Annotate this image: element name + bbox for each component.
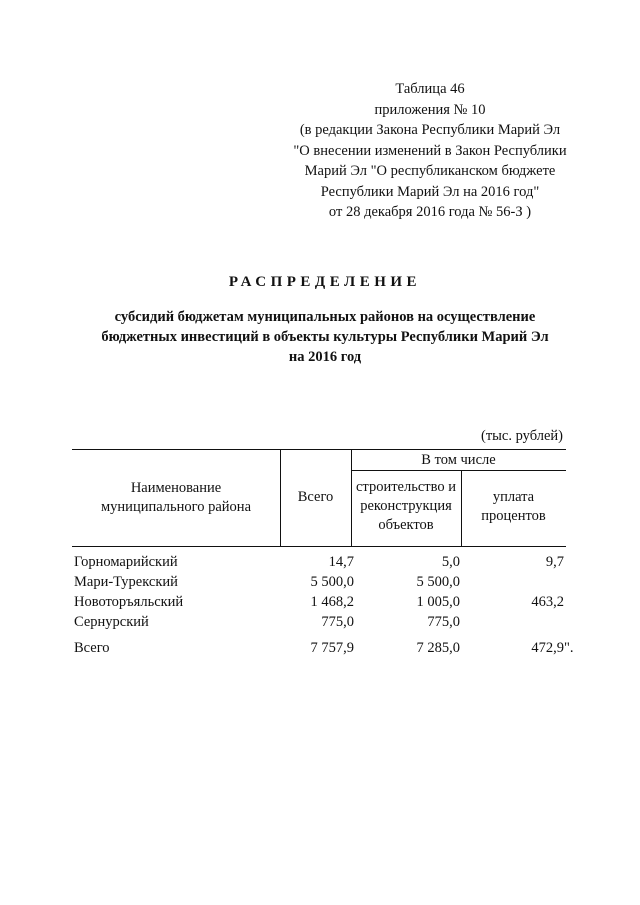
row-total: 775,0 bbox=[321, 614, 354, 630]
row-interest: 9,7 bbox=[545, 554, 564, 570]
row-total: 1 468,2 bbox=[310, 594, 354, 610]
header-line: "О внесении изменений в Закон Республики bbox=[293, 142, 567, 159]
units-label: (тыс. рублей) bbox=[481, 428, 563, 444]
header-build-cell bbox=[351, 478, 461, 535]
header-build-line: реконструкция bbox=[360, 498, 452, 514]
row-name: Новоторъяльский bbox=[74, 594, 184, 610]
header-name-line: муниципального района bbox=[101, 499, 251, 515]
row-build: 1 005,0 bbox=[416, 594, 460, 610]
total-total: 7 757,9 bbox=[310, 640, 354, 656]
header-line: Таблица 46 bbox=[395, 81, 465, 97]
header-build-line: объектов bbox=[378, 517, 434, 533]
table-row bbox=[72, 614, 566, 634]
row-interest: 463,2 bbox=[531, 594, 564, 610]
header-total-cell: Всего bbox=[297, 489, 334, 505]
document-subtitle bbox=[0, 307, 640, 367]
total-interest: 472,9 bbox=[531, 640, 564, 656]
row-name: Мари-Турекский bbox=[74, 574, 178, 590]
group-divider bbox=[351, 470, 566, 471]
row-total: 5 500,0 bbox=[310, 574, 354, 590]
row-name: Сернурский bbox=[74, 614, 149, 630]
header-line: от 28 декабря 2016 года № 56-З ) bbox=[328, 204, 532, 220]
row-build: 775,0 bbox=[427, 614, 460, 630]
total-build: 7 285,0 bbox=[416, 640, 460, 656]
header-name-line: Наименование bbox=[130, 480, 222, 496]
header-line: Марий Эл "О республиканском бюджете bbox=[304, 163, 556, 179]
header-interest-line: процентов bbox=[481, 508, 546, 524]
table-row bbox=[72, 594, 566, 614]
subtitle-line: на 2016 год bbox=[288, 349, 362, 365]
header-name-cell bbox=[72, 479, 280, 517]
table-header bbox=[72, 449, 566, 547]
row-build: 5 500,0 bbox=[416, 574, 460, 590]
header-line: Республики Марий Эл на 2016 год" bbox=[320, 183, 540, 200]
header-interest-cell bbox=[461, 488, 566, 526]
header-line: (в редакции Закона Республики Марий Эл bbox=[299, 122, 561, 138]
document-header bbox=[280, 79, 580, 223]
row-name: Горномарийский bbox=[74, 554, 178, 570]
row-total: 14,7 bbox=[328, 554, 354, 570]
total-name: Всего bbox=[74, 640, 110, 656]
header-interest-line: уплата bbox=[492, 489, 535, 505]
header-line: приложения № 10 bbox=[374, 101, 486, 118]
row-build: 5,0 bbox=[441, 554, 460, 570]
subtitle-line: субсидий бюджетам муниципальных районов на осуществление bbox=[114, 309, 536, 325]
table-total-row bbox=[72, 640, 566, 660]
subtitle-line: бюджетных инвестиций в объекты культуры Республики Марий Эл bbox=[101, 329, 549, 345]
header-group-cell: В том числе bbox=[421, 452, 496, 468]
table-row bbox=[72, 574, 566, 594]
table-row bbox=[72, 554, 566, 574]
header-build-line: строительство и bbox=[356, 479, 456, 495]
document-title: РАСПРЕДЕЛЕНИЕ bbox=[228, 274, 422, 290]
closing-quote: ". bbox=[564, 640, 574, 656]
